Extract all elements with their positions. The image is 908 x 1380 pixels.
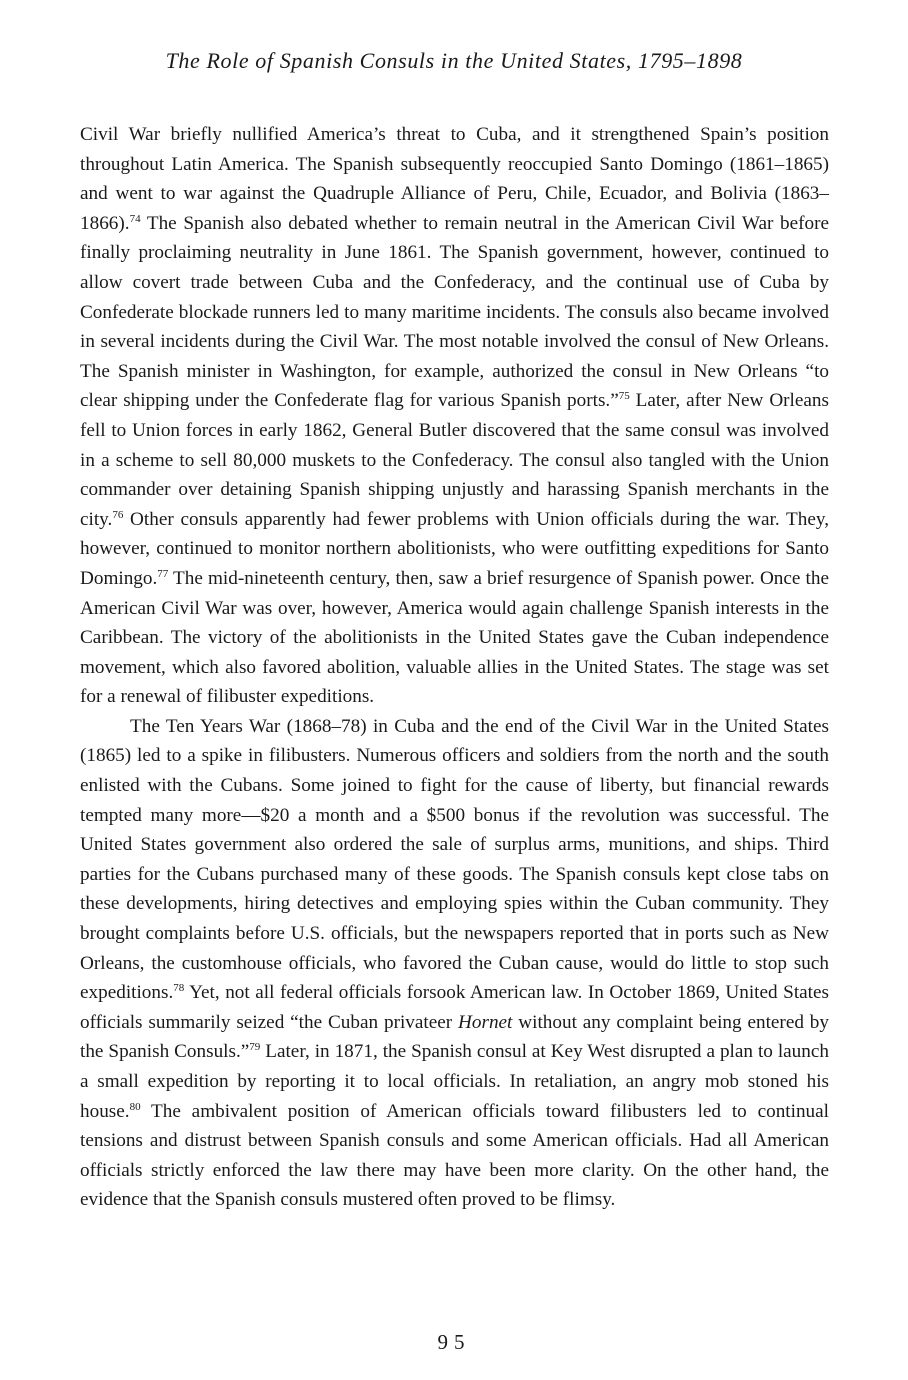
footnote-ref: 76 [112,508,124,521]
text-run: The Ten Years War (1868–78) in Cuba and the end of the Civil War in the United States (1865) led to a spike in filibusters. Numerous officers and soldiers from the north and the south enlisted with the Cubans. Some joined to fight for the cause of liberty, but financial rewards tempted many more—$20 a month and a $500 bonus if the revolution was successful. The United States government also ordered the sale of surplus arms, munitions, and ships. Third parties for the Cubans purchased many of these goods. The Spanish consuls kept close tabs on these developments, hiring detectives and employing spies within the Cuban community. They brought complaints before U.S. officials, but the newspapers reported that in ports such as New Orleans, the customhouse officials, who favored the Cuban cause, would do little to stop such expeditions. [80,715,829,1004]
text-run: The mid-nineteenth century, then, saw a brief resurgence of Spanish power. Once the American Civil War was over, however, America would again challenge Spanish interests in the Caribbean. The victory of the abolitionists in the United States gave the Cuban independence movement, which also favored abolition, valuable allies in the United States. The stage was set for a renewal of filibuster expeditions. [80,567,829,708]
paragraph [80,120,829,712]
text-run: Later, after New Orleans fell to Union forces in early 1862, General Butler discovered that the same consul was involved in a scheme to sell 80,000 muskets to the Confederacy. The consul also tangled with the Union commander over detaining Spanish shipping unjustly and harassing Spanish merchants in the city. [80,390,829,530]
running-head: The Role of Spanish Consuls in the United States, 1795–1898 [165,48,743,73]
text-run: Civil War briefly nullified America’s threat to Cuba, and it strengthened Spain’s position throughout Latin America. The Spanish subsequently reoccupied Santo Domingo (1861–1865) and went to war against the Quadruple Alliance of Peru, Chile, Ecuador, and Bolivia (1863–1866). [80,124,829,234]
text-run: Later, in 1871, the Spanish consul at Key West disrupted a plan to launch a small expedition by reporting it to local officials. In retaliation, an angry mob stoned his house. [80,1041,829,1122]
text-run: without any complaint being entered by the Spanish Consuls.” [80,1011,829,1063]
footnote-ref: 79 [249,1041,261,1054]
ship-name: Hornet [458,1011,513,1033]
footnote-ref: 78 [173,982,185,995]
text-run: The Spanish also debated whether to remain neutral in the American Civil War before finally proclaiming neutrality in June 1861. The Spanish government, however, continued to allow covert trade between Cuba and the Confederacy, and the continual use of Cuba by Confederate blockade runners led to many maritime incidents. The consuls also became involved in several incidents during the Civil War. The most notable involved the consul of New Orleans. The Spanish minister in Washington, for example, authorized the consul in New Orleans “to clear shipping under the Confederate flag for various Spanish ports.” [80,212,829,412]
footnote-ref: 75 [618,390,630,403]
footnote-ref: 74 [129,212,141,225]
footnote-ref: 80 [129,1100,141,1113]
body-text [80,120,829,1215]
page-number: 95 [437,1330,471,1354]
paragraph [80,712,829,1215]
text-run: The ambivalent position of American officials toward filibusters led to continual tensions and distrust between Spanish consuls and some American officials. Had all American officials strictly enforced the law there may have been more clarity. On the other hand, the evidence that the Spanish consuls mustered often proved to be flimsy. [80,1100,829,1211]
text-run: Yet, not all federal officials forsook American law. In October 1869, United States officials summarily seized “the Cuban privateer [80,982,829,1033]
footnote-ref: 77 [157,567,169,580]
text-run: Other consuls apparently had fewer problems with Union officials during the war. They, however, continued to monitor northern abolitionists, who were outfitting expeditions for Santo Domingo. [80,508,829,589]
